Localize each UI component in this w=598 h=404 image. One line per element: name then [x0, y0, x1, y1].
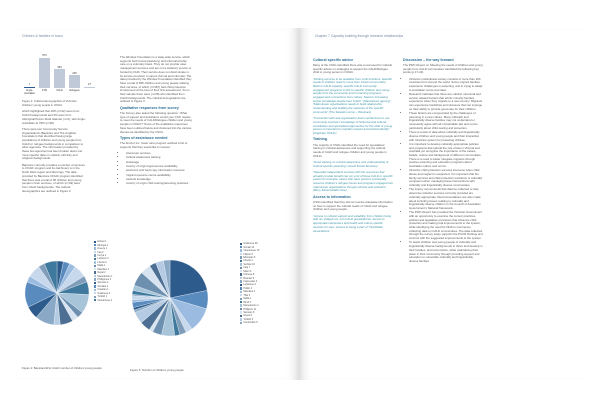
legend-label: Sudanese 2: [97, 291, 111, 295]
section-heading: Cultural specific advice: [313, 57, 354, 62]
list-item: • country of origin legal service availability: [126, 165, 192, 169]
legend-label: Liberia 4: [243, 259, 253, 263]
list-item: • The inquiry recommends that data be collected to help determine whether services currently provided are culturally appropriate. Recommendations are also made about including issues relating to culturally and linguistically diverse children in the Council of Australian Government's National framework.: [409, 188, 483, 210]
legend-label: Turkish 6: [243, 317, 254, 321]
pie-chart: [22, 258, 92, 328]
legend-swatch: [240, 318, 242, 320]
legend-swatch: [240, 311, 242, 313]
legend-swatch: [94, 254, 96, 256]
legend-label: Liberia 3: [97, 260, 107, 264]
legend-swatch: [94, 282, 96, 284]
legend-swatch: [240, 284, 242, 286]
legend-label: Iraqi 7: [243, 266, 251, 270]
legend-swatch: [240, 304, 242, 306]
assistance-list: [120, 152, 192, 186]
legend-label: Hindi 3: [243, 300, 251, 304]
legend-swatch: [94, 289, 96, 291]
quote: "Finding services to be available from multi functions. Specific needs of children need to come from CALD communities. Build in CALD capacity, specific CALD community engagement programs to link to specific children and young people from the community and to teaching programs engaged and connections from culture. Need to increasing proper knowledge people here CALD." (Mainstream agency) "Mainstream organisations needs to build relationship, understanding and building the networks of the specific community" (The Salvation Army – Westcare): [313, 76, 392, 114]
bar-category-label: ATSI: [41, 89, 48, 92]
paragraph: Baptcare currently provides a number of services to OOHC program and its catchment is in the North West region and Mornings. The data provided by Baptcare OOHC program identified that there was a total of 95 children and young people in their services, of which (n=49) were from CALD backgrounds. The cultural demographics are outlined in Figure 2.: [22, 162, 85, 193]
bar: [24, 87, 35, 88]
legend-swatch: [240, 287, 242, 289]
bar-value-label: 27: [88, 82, 91, 86]
legend-swatch: [94, 244, 96, 246]
quote: "Access to cultural support and suitability, from children living with our indigenous, non-CALD grandparents, access to appropriate interpreters and health and culture specific services for care. Access to being a part of "Worldwide Associations": [313, 213, 391, 233]
legend-swatch: [240, 249, 242, 251]
section-heading: Training: [313, 137, 327, 142]
figure-2-legend: [94, 240, 112, 302]
legend-swatch: [94, 261, 96, 263]
bar: [84, 87, 95, 88]
list-item: • brokerage: [126, 161, 192, 165]
legend-label: Ethiopian 5: [243, 255, 256, 259]
legend-swatch: [240, 270, 242, 272]
legend-label: Chinese 8: [243, 273, 255, 277]
legend-label: Lebanese 2: [243, 283, 256, 287]
paragraph: The PWC Report on 'Meeting the needs of children and young people from CALD communities' identified the following key points (p.17-22):: [403, 62, 483, 75]
legend-swatch: [240, 301, 242, 303]
list-item: • It is important to develop culturally appropriate policies and programs that uphold the rule of law in Victoria and Australia yet recognise the importance of the values, beliefs, culture and background of different communities. There is a need to better integrate migrants through positive parenting and education programs about Australian culture and norms.: [409, 143, 483, 169]
paragraph: There were two Community Service Organisations (Baptcare and The Anglican Foundation) that identified having large populations of children and young people from CALD or refugee backgrounds in comparison to other agencies. The information provided by these two agencies has been broken down into more specific data on cultural, ethnicity and religious backgrounds.: [22, 126, 84, 161]
figure-5-pie: [130, 236, 280, 366]
legend-swatch: [94, 251, 96, 253]
legend-label: Malta 1: [243, 297, 252, 301]
legend-label: Turkish 1: [97, 295, 108, 299]
legend-label: Phillipino 11: [243, 307, 257, 311]
right-column-2: [403, 56, 483, 266]
paragraph: The Survey also asked the following question: 'What type of support and assistance would your CSO require to meet the needs of CALD/Refugee children and young people in OOHC?' Some of the qualitative responses have been outlined below and clustered into the various themes as identified by the CSOs.: [120, 111, 192, 134]
legend-swatch: [240, 291, 242, 293]
legend-swatch: [94, 285, 96, 287]
legend-swatch: [240, 253, 242, 255]
legend-swatch: [94, 268, 96, 270]
legend-label: Thai 3: [243, 293, 251, 297]
legend-label: Vietnamese 2: [97, 298, 112, 302]
legend-label: Maori 3: [243, 269, 252, 273]
right-column-1: [313, 56, 393, 236]
legend-label: Croatian 1: [97, 288, 109, 292]
legend-swatch: [94, 299, 96, 301]
legend-label: Mauritius 1: [97, 267, 110, 271]
bar-value-label: 573: [42, 54, 47, 58]
left-column-2: [120, 56, 192, 188]
legend-label: Ethiopia 1: [97, 243, 109, 247]
bar: [54, 69, 65, 88]
legend-label: Somali 14: [243, 245, 255, 249]
legend-label: Samoan 2: [97, 281, 109, 285]
bar-value-label: 7: [28, 83, 31, 87]
list-item: • To assist children and young people of culturally and linguistically diverse backgrounds to thrive and develop in their families, and local culture, while maintaining their place in their community through providing support and education to vulnerable culturally and linguistically diverse families.: [409, 241, 483, 263]
legend-swatch: [240, 267, 242, 269]
legend-swatch: [94, 278, 96, 280]
legend-swatch: [94, 292, 96, 294]
bar-category-label: Refugees: [69, 89, 80, 92]
figure-2-caption: Figure 2: Baptcare/W-H CALD number of children/ young people: [22, 366, 102, 370]
bar: [69, 75, 80, 88]
legend-swatch: [94, 296, 96, 298]
list-item: • There is a lack of data about culturally and linguistically diverse children and young people and their interaction with Victoria's system for protecting children.: [409, 131, 483, 142]
figure-5-caption: Figure 5: Number of children/ young people: [130, 368, 184, 372]
legend-swatch: [94, 241, 96, 243]
legend-swatch: [240, 273, 242, 275]
legend-swatch: [240, 260, 242, 262]
legend-label: Polish 4: [243, 286, 252, 290]
legend-swatch: [240, 315, 242, 317]
paragraph: Many of the CSOs identified there was a real need for cultural specific advice on strategies to support the CALD/Refugee child or young person in OOHC.: [313, 62, 392, 75]
list-item: • Victoria's child protection services intervene when child abuse and neglect is suspected. It is important that the family services and child protection workforce is culturally competent when managing these interventions with culturally and linguistically diverse communities.: [409, 169, 483, 188]
figure-3-chart: [20, 52, 91, 95]
list-item: • These factors are compounded by the challenges of parenting in a new culture. Many culturally and linguistically diverse families may not understand or necessarily agree with all of Australian law and norms, particularly about child rearing and protection.: [409, 112, 483, 131]
legend-swatch: [94, 265, 96, 267]
list-item: • Victoria's multicultural society consists of more than 200 countries from around the world. Some migrant families experience challenges in parenting, and in trying to adapt to Australian norms and laws.: [409, 78, 483, 93]
list-item: • country of origin child rearing/parenting practices: [126, 182, 192, 186]
legend-label: Philippines 3: [97, 278, 111, 282]
legend-label: Cambodian 5: [243, 321, 258, 325]
bar-value-label: 354: [57, 65, 62, 69]
legend-label: Filipino 5: [243, 252, 253, 256]
legend-swatch: [94, 275, 96, 277]
list-item: • electronic and hard copy information resource: [126, 169, 192, 173]
legend-swatch: [240, 243, 242, 245]
section-heading: Qualitative responses from survey: [120, 105, 179, 110]
legend-label: Sudanese 39: [243, 242, 258, 246]
legend-swatch: [240, 298, 242, 300]
legend-label: Bosnian 9: [243, 276, 255, 280]
paragraph: which highlighted that 18% (n=22) were from CALD backgrounds and 3% were from Aboriginal/Torres Strait Islander (n=4), with Anglo-Australian at 79% (n=96).: [22, 109, 86, 125]
legend-swatch: [240, 294, 242, 296]
paragraph: CSOs identified that they did not receive adequate information on how to support the cultural needs of CALD and refugee children and young people.: [313, 200, 393, 212]
legend-label: Nepal 2: [97, 271, 106, 275]
legend-label: Kenya 1: [97, 253, 107, 257]
legend-label: Lebanon 2: [97, 257, 109, 261]
discussion-list: [403, 78, 483, 264]
legend-entry: [240, 321, 259, 324]
legend-label: Samoan 8: [243, 310, 255, 314]
quote: "Connection with and organisation-level mechanisms to use community members' knowledge of historical and cultural sensitivities and specialised approaches for the child or young person is important to maintain respect and cultural identity" (Anglicare OOHC): [313, 116, 393, 135]
legend-swatch: [240, 322, 242, 324]
list-item: • Research indicates that there are cultural, structural and service related barriers that ethnic minority families experience when they migrate to a new country. Migrants can experience hardships and stressors that can impinge on their ability to provide good care for their children.: [409, 93, 483, 112]
bar-category-label: CALD: [56, 89, 63, 92]
legend-label: Mauritius 2: [243, 290, 256, 294]
figure-3-caption: Figure 3: Cultural demographics of Victorian children/ young people in OOHC: [22, 99, 77, 107]
running-head: Children & families in focus: [22, 34, 63, 38]
figure-5-legend: [240, 242, 259, 325]
section-heading: Types of assistance needed: [120, 135, 168, 140]
legend-label: Serbian 10: [243, 262, 255, 266]
bar-value-label: 245: [72, 71, 77, 75]
legend-label: Greek 5: [243, 314, 252, 318]
legend-label: Macedonian 4: [243, 304, 259, 308]
list-item: • interpreter services: [126, 152, 192, 156]
legend-entry: [94, 298, 112, 301]
pie-chart: [130, 258, 210, 338]
legend-label: Malta 1: [97, 264, 106, 268]
list-item: • migrant resource centre availability: [126, 174, 192, 178]
legend-label: Iraq 2: [97, 250, 104, 254]
legend-swatch: [240, 280, 242, 282]
legend-label: Vietnamese 19: [243, 249, 260, 253]
book-spread: [12, 28, 586, 380]
quote: "Specialist independent services with the resources that actually provide benefit can run a lot of these CALD or specific events for example, carers who have great to emotionally resource children's refugee issues and programs engaged into mainstream organisations through schools and networks" (Berry Street Health Care): [313, 169, 393, 193]
legend-swatch: [240, 308, 242, 310]
bar: [39, 58, 50, 88]
legend-label: Greece 1: [97, 247, 108, 251]
legend-swatch: [240, 277, 242, 279]
legend-label: Eritrea 1: [97, 240, 107, 244]
legend-swatch: [94, 258, 96, 260]
list-item: • The PWC Report has provided the Victorian Government with an opportunity to examine the current practices, policies and legislative provisions that influence child protection and making real improvements to the system, while identifying the need for DHS to commence collecting data on CALD communities. The data collected through the survey study supports the PCCR findings and concurs with the suggested improvements to the system.: [409, 211, 483, 241]
legend-label: Indonesian 2: [243, 280, 258, 284]
paragraph: The Windsor Foundation is a state-wide service, which supports both formal (statutory) and informal kinship care on a voluntary basis. They do not provide case management services and are not a statutory service or funded by DHS. Their service does not discriminate in its service provision to carers (formal and informal). The data provided by the Windsor Foundation identified they have a total of 825 children and young people utilising their services, of which (n=387) had child protection involvement at the time of their first assessment. From their sample there were (n=28) who identified from CALD backgrounds. The cultural demographics are outlined in Figure 3.: [120, 55, 192, 104]
legend-swatch: [240, 246, 242, 248]
paragraph: The Anchor Inc. foster care program outlined a list of supports that they would like to receive:: [120, 141, 188, 149]
figure-2-pie: [22, 240, 122, 360]
section-heading: Access to information: [313, 194, 351, 199]
paragraph: The majority of CSOs identified the need for specialised training in cultural awareness and supporting the cultural needs of CALD and refugee children and young people in OOHC.: [313, 142, 387, 158]
legend-swatch: [94, 271, 96, 273]
legend-swatch: [94, 247, 96, 249]
list-item: • network knowledge: [126, 178, 192, 182]
running-head: Chapter 7 Capacity building through research relationships: [315, 34, 404, 38]
legend-label: Somalia 4: [97, 284, 109, 288]
legend-swatch: [240, 263, 242, 265]
right-page: [299, 28, 586, 380]
legend-swatch: [240, 256, 242, 258]
left-page: [12, 28, 299, 380]
bar-category-label: Anglo-Australian: [24, 89, 35, 95]
legend-label: Macedonian 1: [97, 274, 113, 278]
list-item: • cultural awareness training: [126, 156, 192, 160]
quote: "Good training on cultural awareness and understanding of cultural specific parenting" (Jesuit Social Services): [313, 159, 389, 168]
left-column-1: [22, 100, 86, 196]
section-heading: Discussion – the way forward: [403, 57, 454, 62]
